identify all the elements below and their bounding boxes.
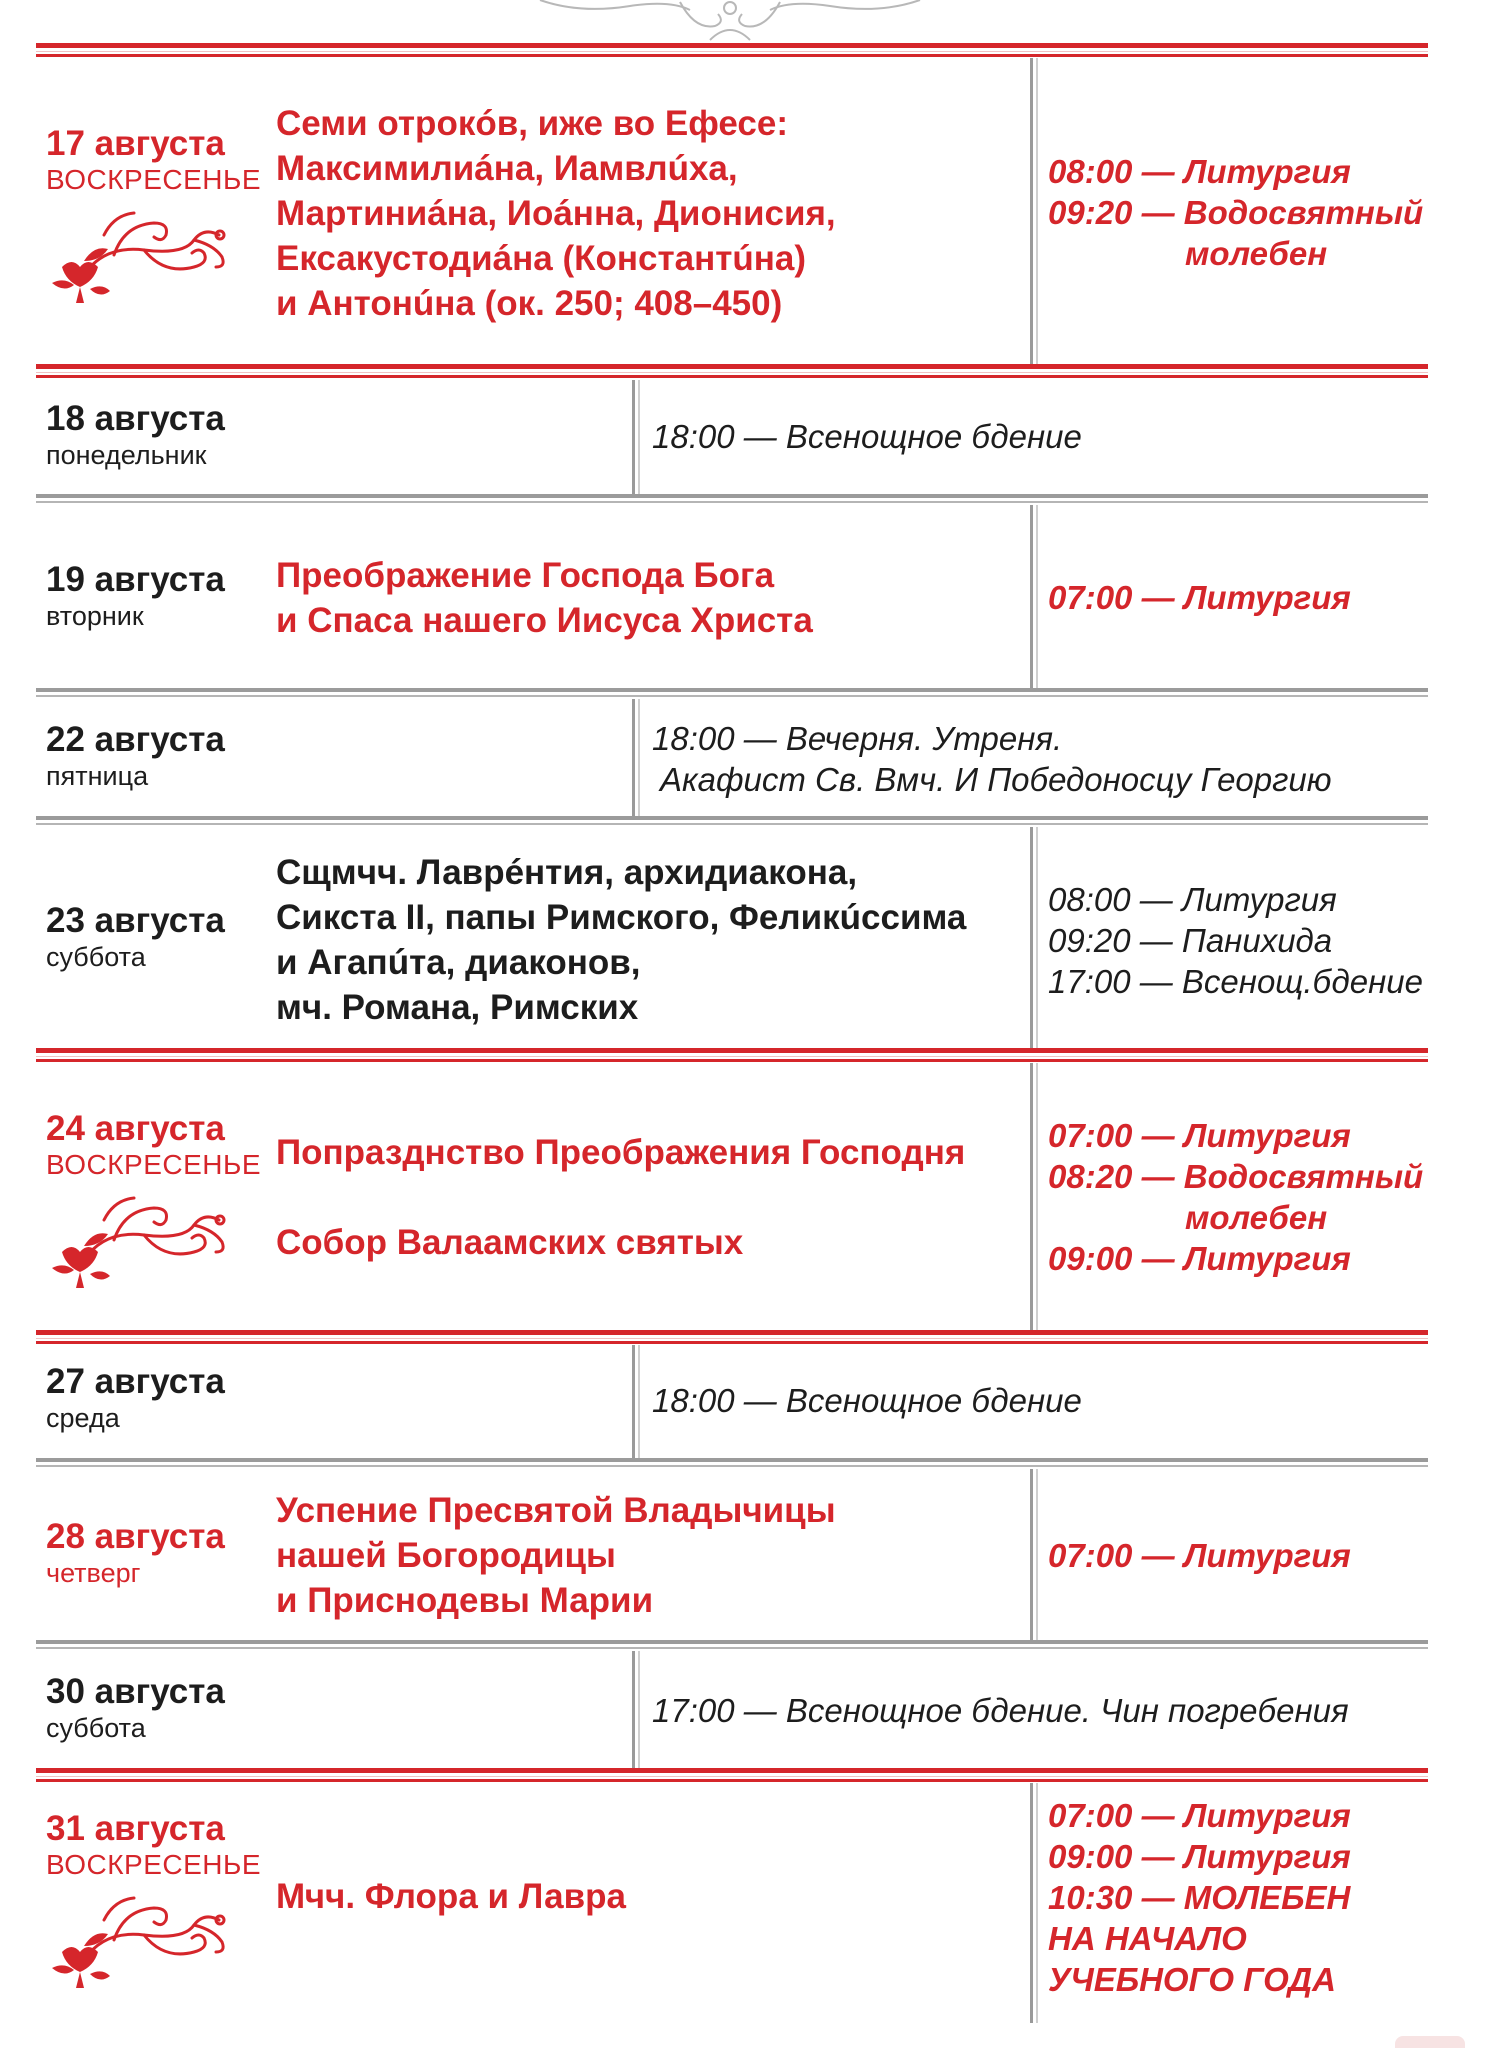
service-times bbox=[1048, 151, 1423, 274]
service-times bbox=[1048, 1115, 1423, 1279]
service-line: Акафист Св. Вмч. И Победоносцу Георгию bbox=[660, 761, 1332, 798]
weekday-label: понедельник bbox=[46, 440, 207, 470]
top-ornament-icon bbox=[520, 0, 940, 46]
feast-line: Ексакустодиáна (Константúна) bbox=[276, 239, 806, 278]
date-label: 31 августа bbox=[46, 1809, 225, 1848]
date-cell bbox=[46, 1517, 225, 1589]
column-divider bbox=[1030, 827, 1038, 1048]
column-divider bbox=[1030, 58, 1038, 364]
service-line: 08:20 — Водосвятный bbox=[1048, 1158, 1424, 1195]
service-line: 10:30 — МОЛЕБЕН bbox=[1048, 1879, 1351, 1916]
service-line: 07:00 — Литургия bbox=[1048, 579, 1351, 616]
feast-line: мч. Романа, Римских bbox=[276, 988, 639, 1027]
service-line: 07:00 — Литургия bbox=[1048, 1537, 1351, 1574]
feast-line: и Спаса нашего Иисуса Христа bbox=[276, 601, 813, 640]
column-divider bbox=[1030, 1469, 1038, 1640]
row-separator bbox=[36, 494, 1428, 503]
row-separator bbox=[36, 1330, 1428, 1344]
feast-line: Попразднство Преображения Господня bbox=[276, 1133, 966, 1172]
row-separator bbox=[36, 1640, 1428, 1649]
feast-line: Успение Пресвятой Владычицы bbox=[276, 1491, 836, 1530]
column-divider bbox=[1030, 505, 1038, 688]
service-line: молебен bbox=[1185, 1199, 1328, 1236]
service-line: УЧЕБНОГО ГОДА bbox=[1048, 1961, 1336, 1998]
date-cell bbox=[46, 124, 261, 196]
weekday-label: пятница bbox=[46, 761, 149, 791]
weekday-label: суббота bbox=[46, 942, 146, 972]
service-line: 09:00 — Литургия bbox=[1048, 1838, 1351, 1875]
date-label: 24 августа bbox=[46, 1109, 225, 1148]
feast-line: Мчч. Флора и Лавра bbox=[276, 1877, 626, 1916]
date-label: 17 августа bbox=[46, 124, 225, 163]
service-line: молебен bbox=[1185, 235, 1328, 272]
date-cell bbox=[46, 1109, 261, 1181]
row-separator bbox=[36, 1458, 1428, 1467]
service-times bbox=[652, 1690, 1349, 1731]
feast-line: и Агапúта, диаконов, bbox=[276, 943, 641, 982]
service-line: 09:20 — Водосвятный bbox=[1048, 194, 1424, 231]
column-divider bbox=[632, 1345, 640, 1458]
feast-title bbox=[276, 101, 1021, 326]
service-line: НА НАЧАЛО bbox=[1048, 1920, 1247, 1957]
date-label: 23 августа bbox=[46, 901, 225, 940]
service-times bbox=[652, 1380, 1082, 1421]
row-separator bbox=[36, 364, 1428, 378]
service-line: 08:00 — Литургия bbox=[1048, 881, 1337, 918]
row-separator bbox=[36, 816, 1428, 825]
feast-line: Собор Валаамских святых bbox=[276, 1223, 744, 1262]
red-floral-flourish-icon bbox=[44, 1190, 234, 1290]
service-line: 09:20 — Панихида bbox=[1048, 922, 1333, 959]
feast-line: Сикста II, папы Римского, Феликúссима bbox=[276, 898, 967, 937]
date-cell bbox=[46, 1672, 225, 1744]
column-divider bbox=[632, 1651, 640, 1768]
column-divider bbox=[632, 380, 640, 494]
date-label: 22 августа bbox=[46, 720, 225, 759]
feast-title bbox=[276, 850, 1021, 1030]
date-label: 28 августа bbox=[46, 1517, 225, 1556]
date-cell bbox=[46, 1362, 225, 1434]
feast-title bbox=[276, 1874, 1021, 1919]
service-line: 07:00 — Литургия bbox=[1048, 1117, 1351, 1154]
service-line: 17:00 — Всенощ.бдение bbox=[1048, 963, 1423, 1000]
date-cell bbox=[46, 560, 225, 632]
service-line: 18:00 — Вечерня. Утреня. bbox=[652, 720, 1063, 757]
page-edge-decoration bbox=[1395, 2036, 1465, 2048]
column-divider bbox=[1030, 1063, 1038, 1330]
date-label: 27 августа bbox=[46, 1362, 225, 1401]
date-cell bbox=[46, 1809, 261, 1881]
feast-line: нашей Богородицы bbox=[276, 1536, 616, 1575]
feast-line: Сщмчч. Лаврéнтия, архидиакона, bbox=[276, 853, 858, 892]
weekday-label: суббота bbox=[46, 1713, 146, 1743]
service-times bbox=[652, 416, 1082, 457]
service-line: 18:00 — Всенощное бдение bbox=[652, 1382, 1082, 1419]
service-line: 09:00 — Литургия bbox=[1048, 1240, 1351, 1277]
feast-line: Максимилиáна, Иамвлúха, bbox=[276, 149, 738, 188]
date-cell bbox=[46, 720, 225, 792]
date-cell bbox=[46, 901, 225, 973]
date-label: 30 августа bbox=[46, 1672, 225, 1711]
feast-title bbox=[276, 553, 1021, 643]
row-separator bbox=[36, 1768, 1428, 1782]
feast-title bbox=[276, 1488, 1021, 1623]
feast-line: и Приснодевы Марии bbox=[276, 1581, 654, 1620]
weekday-label: ВОСКРЕСЕНЬЕ bbox=[46, 1849, 262, 1880]
service-line: 07:00 — Литургия bbox=[1048, 1797, 1351, 1834]
service-line: 18:00 — Всенощное бдение bbox=[652, 418, 1082, 455]
feast-line: Преображение Господа Бога bbox=[276, 556, 775, 595]
red-floral-flourish-icon bbox=[44, 205, 234, 305]
service-times bbox=[1048, 879, 1423, 1002]
weekday-label: среда bbox=[46, 1403, 120, 1433]
weekday-label: вторник bbox=[46, 601, 144, 631]
date-cell bbox=[46, 399, 225, 471]
feast-line: Семи отрокóв, иже во Ефесе: bbox=[276, 104, 788, 143]
service-times bbox=[1048, 1795, 1351, 2000]
row-separator bbox=[36, 688, 1428, 697]
red-floral-flourish-icon bbox=[44, 1890, 234, 1990]
date-label: 19 августа bbox=[46, 560, 225, 599]
column-divider bbox=[1030, 1783, 1038, 2023]
service-line: 08:00 — Литургия bbox=[1048, 153, 1351, 190]
weekday-label: ВОСКРЕСЕНЬЕ bbox=[46, 1149, 262, 1180]
service-times bbox=[1048, 577, 1351, 618]
row-separator bbox=[36, 43, 1428, 57]
service-line: 17:00 — Всенощное бдение. Чин погребения bbox=[652, 1692, 1349, 1729]
date-label: 18 августа bbox=[46, 399, 225, 438]
weekday-label: ВОСКРЕСЕНЬЕ bbox=[46, 164, 262, 195]
feast-line: и Антонúна (ок. 250; 408–450) bbox=[276, 284, 783, 323]
feast-line: Мартиниáна, Иоáнна, Диониcия, bbox=[276, 194, 836, 233]
weekday-label: четверг bbox=[46, 1558, 141, 1588]
feast-title bbox=[276, 1130, 1021, 1265]
service-times bbox=[652, 718, 1332, 800]
column-divider bbox=[632, 699, 640, 816]
row-separator bbox=[36, 1048, 1428, 1062]
service-times bbox=[1048, 1535, 1351, 1576]
